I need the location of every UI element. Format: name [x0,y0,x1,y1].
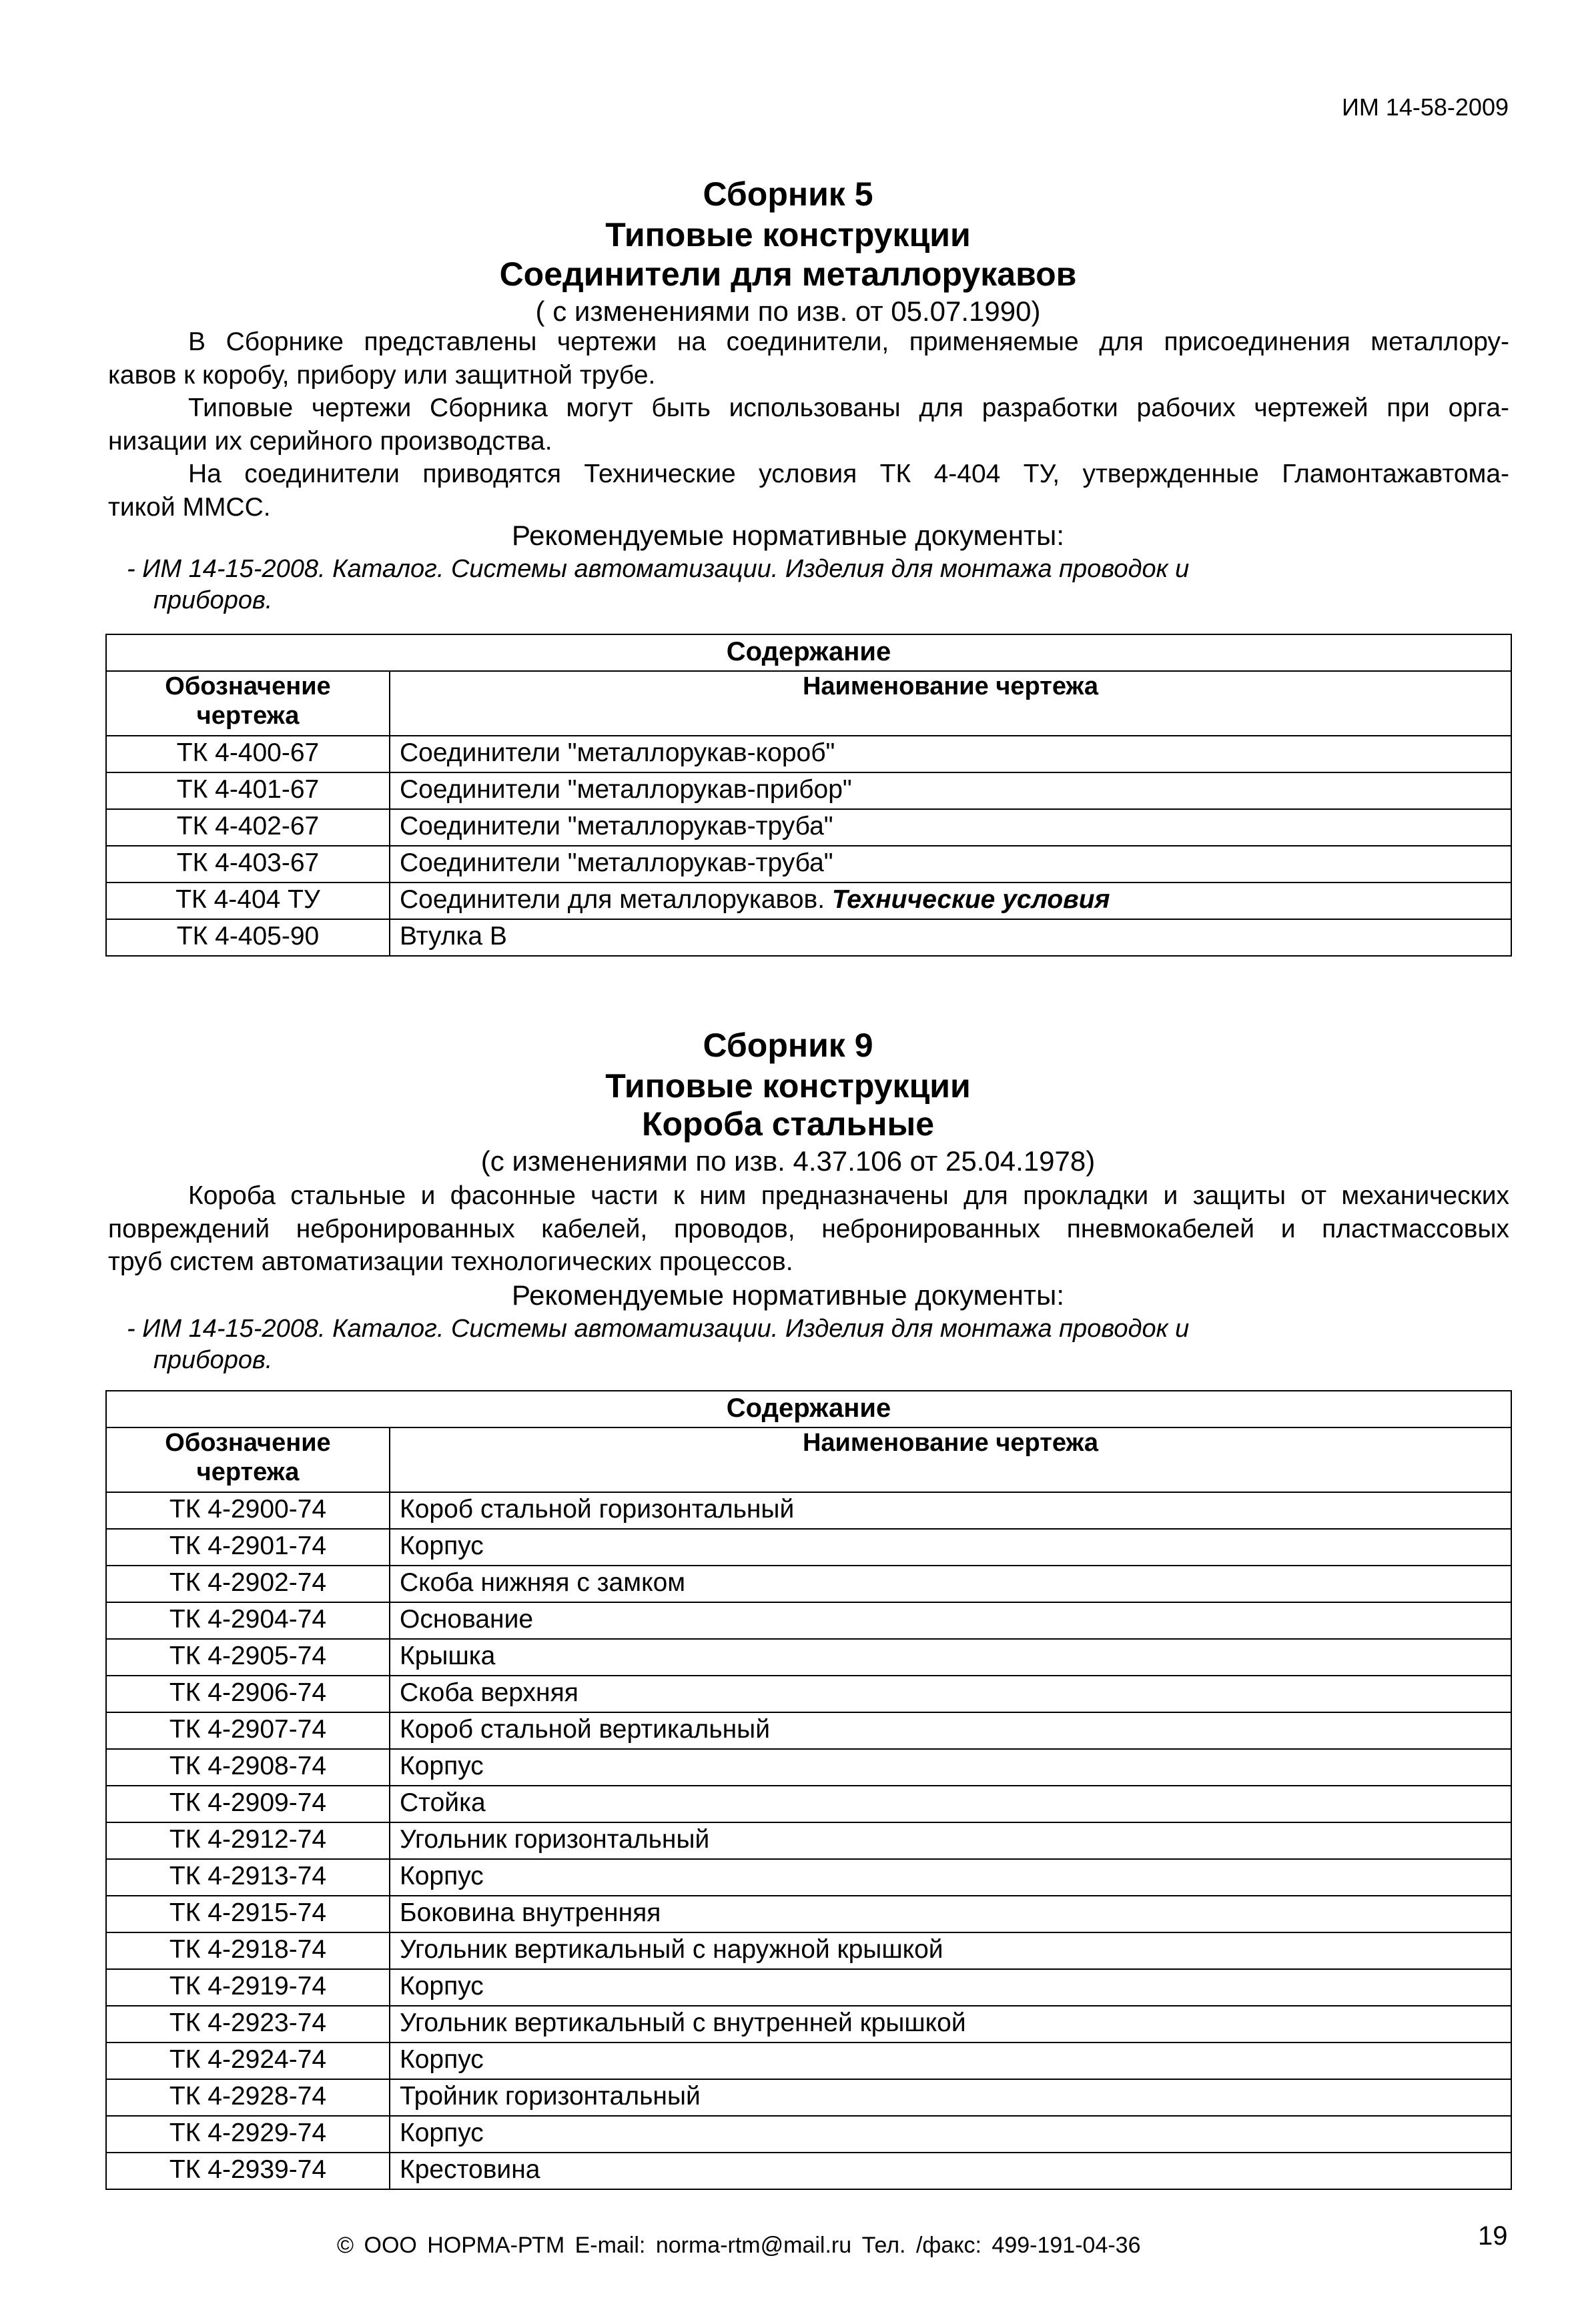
drawing-designation: ТК 4-2901-74 [106,1529,390,1566]
drawing-name-text: Корпус [400,1862,484,1890]
drawing-name-text: Соединители "металлорукав-короб" [400,738,835,767]
drawing-designation: ТК 4-404 ТУ [106,883,390,919]
drawing-name-text: Стойка [400,1788,486,1817]
recommended-heading: Рекомендуемые нормативные документы: [511,520,1065,551]
drawing-name [390,772,1511,809]
table-row [106,883,1511,919]
contents-table [105,634,1512,957]
section-subtitle: Короба стальные [641,1105,935,1143]
drawing-name-text: Скоба нижняя с замком [400,1568,686,1597]
table-row [106,1932,1511,1969]
table-header-row [106,1427,1511,1492]
table-row [106,2043,1511,2079]
section-title: Сборник 9 [703,1027,873,1064]
drawing-name-text: Тройник горизонтальный [400,2082,701,2111]
body-line: Типовые чертежи Сборника могут быть использованы для разработки рабочих чертежей при орга- [188,394,1509,422]
drawing-name [390,1896,1511,1932]
drawing-name [390,846,1511,883]
table-row [106,1492,1511,1529]
drawing-designation: ТК 4-2923-74 [106,2006,390,2043]
page-number: 19 [1478,2221,1508,2251]
table-header-row [106,671,1511,736]
table-row [106,1529,1511,1566]
drawing-designation: ТК 4-2924-74 [106,2043,390,2079]
table-row [106,2153,1511,2189]
drawing-name-text: Соединители "металлорукав-труба" [400,848,833,877]
drawing-designation: ТК 4-400-67 [106,736,390,772]
drawing-name-text: Угольник вертикальный с наружной крышкой [400,1935,943,1964]
drawing-name-text: Короб стальной горизонтальный [400,1495,795,1524]
section-title: Сборник 5 [703,175,873,213]
drawing-designation: ТК 4-2909-74 [106,1786,390,1822]
drawing-name [390,2116,1511,2153]
drawing-name-text: Угольник горизонтальный [400,1825,710,1854]
drawing-name-text: Втулка В [400,922,507,951]
drawing-designation: ТК 4-2904-74 [106,1602,390,1639]
drawing-name-text: Корпус [400,1752,484,1780]
drawing-name [390,1932,1511,1969]
drawing-name [390,1602,1511,1639]
section-changes: (с изменениями по изв. 4.37.106 от 25.04.1978) [480,1145,1096,1177]
body-line: Короба стальные и фасонные части к ним предназначены для прокладки и защиты от механических [188,1181,1509,1210]
body-line: кавов к коробу, прибору или защитной трубе. [108,360,656,390]
drawing-name [390,1492,1511,1529]
table-row [106,1749,1511,1786]
column-header-designation: Обозначение чертежа [106,1427,390,1492]
drawing-designation: ТК 4-2906-74 [106,1676,390,1712]
drawing-name [390,1566,1511,1602]
drawing-name-text: Соединители "металлорукав-прибор" [400,775,852,804]
body-line: На соединители приводятся Технические условия ТК 4-404 ТУ, утвержденные Гламонтажавтома- [188,460,1509,488]
recommended-item: приборов. [153,586,273,614]
drawing-name [390,919,1511,956]
body-line: труб систем автоматизации технологических процессов. [108,1247,793,1276]
contents-table [105,1390,1512,2190]
drawing-designation: ТК 4-401-67 [106,772,390,809]
body-line: низации их серийного производства. [108,426,552,456]
drawing-name [390,1712,1511,1749]
table-row [106,1822,1511,1859]
drawing-name-text: Корпус [400,1972,484,2000]
drawing-name [390,1859,1511,1896]
drawing-name [390,1969,1511,2006]
body-line: повреждений небронированных кабелей, проводов, небронированных пневмокабелей и пластмассовых [108,1214,1509,1243]
drawing-designation: ТК 4-2908-74 [106,1749,390,1786]
document-code: ИМ 14-58-2009 [1341,93,1509,121]
drawing-name [390,2043,1511,2079]
recommended-item: - ИМ 14-15-2008. Каталог. Системы автоматизации. Изделия для монтажа проводок и [127,555,1190,583]
drawing-name-text: Соединители для металлорукавов. [400,885,832,914]
table-row [106,2079,1511,2116]
section-changes: ( с изменениями по изв. от 05.07.1990) [535,296,1041,327]
drawing-name [390,1529,1511,1566]
table-row [106,846,1511,883]
drawing-name-text: Корпус [400,2045,484,2074]
drawing-name-text: Соединители "металлорукав-труба" [400,812,833,840]
table-row [106,2006,1511,2043]
table-row [106,1859,1511,1896]
table-row [106,809,1511,846]
body-line: тикой ММСС. [108,492,271,522]
table-row [106,1786,1511,1822]
drawing-designation: ТК 4-2913-74 [106,1859,390,1896]
drawing-name-text: Основание [400,1605,534,1634]
section-subtitle: Типовые конструкции [605,216,971,253]
drawing-designation: ТК 4-2919-74 [106,1969,390,2006]
drawing-designation: ТК 4-2905-74 [106,1639,390,1676]
section-subtitle: Типовые конструкции [605,1067,971,1105]
drawing-name [390,736,1511,772]
table-caption: Содержание [106,1391,1511,1427]
table-row [106,2116,1511,2153]
section-subtitle: Соединители для металлорукавов [499,255,1077,293]
drawing-name [390,2079,1511,2116]
drawing-name-text: Крестовина [400,2155,540,2184]
recommended-list [127,554,1189,616]
drawing-name [390,883,1511,919]
drawing-name-text: Корпус [400,2119,484,2147]
drawing-name [390,1639,1511,1676]
recommended-heading: Рекомендуемые нормативные документы: [511,1279,1065,1311]
drawing-designation: ТК 4-402-67 [106,809,390,846]
table-row [106,1676,1511,1712]
drawing-designation: ТК 4-2928-74 [106,2079,390,2116]
table-row [106,1639,1511,1676]
table-row [106,919,1511,956]
table-caption-row [106,1391,1511,1427]
drawing-designation: ТК 4-2939-74 [106,2153,390,2189]
drawing-name [390,1786,1511,1822]
table-row [106,1969,1511,2006]
drawing-name [390,2006,1511,2043]
drawing-designation: ТК 4-2907-74 [106,1712,390,1749]
section-body [108,1179,1509,1279]
drawing-name-text: Угольник вертикальный с внутренней крышкой [400,2008,966,2037]
body-line: В Сборнике представлены чертежи на соединители, применяемые для присоединения металлору- [188,328,1509,356]
table-row [106,1896,1511,1932]
drawing-designation: ТК 4-2900-74 [106,1492,390,1529]
drawing-designation: ТК 4-2902-74 [106,1566,390,1602]
recommended-item: - ИМ 14-15-2008. Каталог. Системы автоматизации. Изделия для монтажа проводок и [127,1315,1190,1343]
footer-text: © ООО НОРМА-РТМ E-mail: norma-rtm@mail.ru Тел. /факс: 499-191-04-36 [337,2233,1141,2258]
drawing-designation: ТК 4-403-67 [106,846,390,883]
drawing-name-text: Короб стальной вертикальный [400,1715,770,1744]
drawing-name-text: Боковина внутренняя [400,1898,661,1927]
section-body [108,326,1509,524]
drawing-designation: ТК 4-2912-74 [106,1822,390,1859]
recommended-list [127,1313,1189,1376]
drawing-name [390,1676,1511,1712]
column-header-name: Наименование чертежа [390,1427,1511,1492]
drawing-name [390,1822,1511,1859]
drawing-name [390,809,1511,846]
table-row [106,1602,1511,1639]
drawing-designation: ТК 4-2929-74 [106,2116,390,2153]
table-row [106,1712,1511,1749]
drawing-name-text: Корпус [400,1532,484,1560]
drawing-designation: ТК 4-405-90 [106,919,390,956]
drawing-name-text: Скоба верхняя [400,1678,578,1707]
drawing-name [390,2153,1511,2189]
drawing-designation: ТК 4-2918-74 [106,1932,390,1969]
drawing-name-text: Крышка [400,1642,496,1670]
table-row [106,1566,1511,1602]
table-row [106,736,1511,772]
drawing-name [390,1749,1511,1786]
drawing-designation: ТК 4-2915-74 [106,1896,390,1932]
table-row [106,772,1511,809]
column-header-name: Наименование чертежа [390,671,1511,736]
drawing-name-emphasis: Технические условия [831,885,1110,914]
column-header-designation: Обозначение чертежа [106,671,390,736]
recommended-item: приборов. [153,1346,273,1374]
table-caption-row [106,634,1511,671]
table-caption: Содержание [106,634,1511,671]
